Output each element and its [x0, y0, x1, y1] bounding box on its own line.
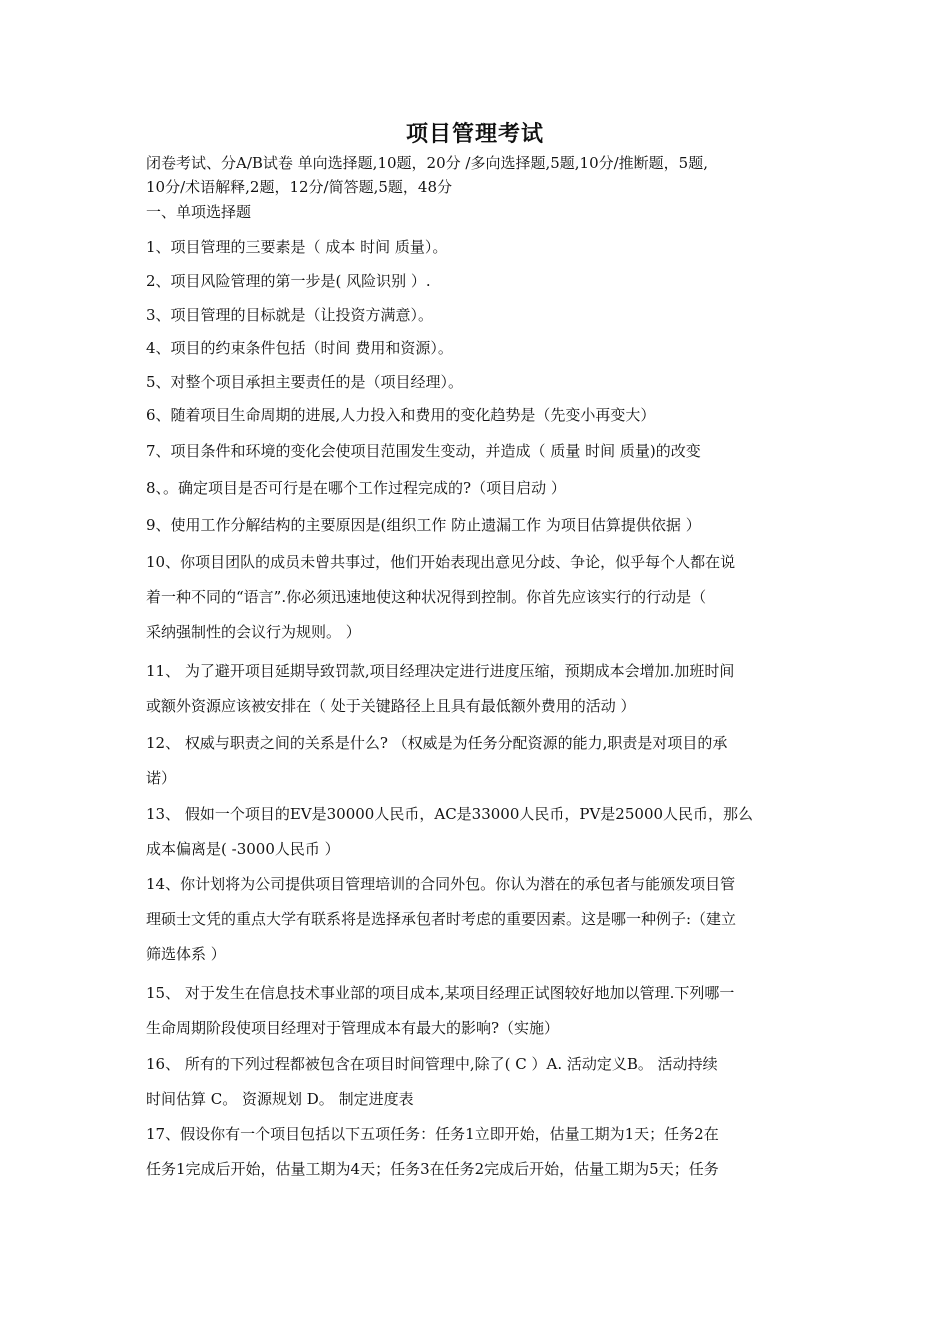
question-line: 成本偏离是( -3000人民币 ） — [146, 840, 340, 858]
section-heading: 一、单项选择题 — [146, 203, 252, 221]
question-line: 17、假设你有一个项目包括以下五项任务：任务1立即开始，估量工期为1天；任务2在 — [146, 1125, 719, 1143]
question-2 — [146, 269, 816, 293]
question-15 — [146, 981, 816, 1037]
question-13 — [146, 802, 816, 858]
question-9 — [146, 513, 816, 537]
intro-line: 10分/术语解释,2题，12分/简答题,5题，48分 — [146, 178, 452, 196]
question-1 — [146, 235, 816, 259]
question-line: 着一种不同的“语言”.你必须迅速地使这种状况得到控制。你首先应该实行的行动是（ — [146, 588, 707, 606]
question-7 — [146, 439, 816, 463]
question-line: 15、 对于发生在信息技术事业部的项目成本,某项目经理正试图较好地加以管理.下列哪一 — [146, 984, 735, 1002]
intro-line: 闭卷考试、分A/B试卷 单向选择题,10题，20分 /多向选择题,5题,10分/推断题，5题, — [146, 154, 708, 172]
question-line: 3、项目管理的目标就是（让投资方满意）。 — [146, 306, 434, 324]
question-4 — [146, 336, 816, 360]
question-line: 10、你项目团队的成员未曾共事过，他们开始表现出意见分歧、争论，似乎每个人都在说 — [146, 553, 736, 571]
question-line: 2、项目风险管理的第一步是( 风险识别 ）. — [146, 272, 431, 290]
question-line: 筛选体系 ） — [146, 945, 226, 963]
question-17 — [146, 1122, 816, 1178]
question-3 — [146, 303, 816, 327]
question-line: 5、对整个项目承担主要责任的是（项目经理）。 — [146, 373, 464, 391]
question-line: 4、项目的约束条件包括（时间 费用和资源）。 — [146, 339, 453, 357]
question-16 — [146, 1052, 816, 1108]
question-line: 7、项目条件和环境的变化会使项目范围发生变动，并造成（ 质量 时间 质量)的改变 — [146, 442, 701, 460]
document-title: 项目管理考试 — [405, 122, 544, 147]
question-line: 采纳强制性的会议行为规则。 ） — [146, 623, 361, 641]
question-6 — [146, 403, 816, 427]
question-line: 时间估算 C。 资源规划 D。 制定进度表 — [146, 1090, 414, 1108]
question-11 — [146, 659, 816, 715]
exam-format-description — [146, 151, 816, 199]
question-10 — [146, 550, 816, 641]
question-12 — [146, 731, 816, 787]
question-line: 11、 为了避开项目延期导致罚款,项目经理决定进行进度压缩，预期成本会增加.加班时间 — [146, 662, 735, 680]
question-line: 13、 假如一个项目的EV是30000人民币，AC是33000人民币，PV是25000人民币，那么 — [146, 805, 754, 823]
question-line: 8、。确定项目是否可行是在哪个工作过程完成的?（项目启动 ） — [146, 479, 566, 497]
question-line: 任务1完成后开始，估量工期为4天；任务3在任务2完成后开始，估量工期为5天；任务 — [146, 1160, 719, 1178]
question-line: 或额外资源应该被安排在（ 处于关键路径上且具有最低额外费用的活动 ） — [146, 697, 636, 715]
question-14 — [146, 872, 816, 963]
question-5 — [146, 370, 816, 394]
question-line: 6、随着项目生命周期的进展,人力投入和费用的变化趋势是（先变小再变大） — [146, 406, 656, 424]
question-8 — [146, 476, 816, 500]
question-line: 14、你计划将为公司提供项目管理培训的合同外包。你认为潜在的承包者与能颁发项目管 — [146, 875, 736, 893]
question-line: 9、使用工作分解结构的主要原因是(组织工作 防止遗漏工作 为项目估算提供依据 ） — [146, 516, 701, 534]
question-line: 理硕士文凭的重点大学有联系将是选择承包者时考虑的重要因素。这是哪一种例子:（建立 — [146, 910, 737, 928]
question-line: 12、 权威与职责之间的关系是什么? （权威是为任务分配资源的能力,职责是对项目的承 — [146, 734, 728, 752]
question-line: 1、项目管理的三要素是（ 成本 时间 质量）。 — [146, 238, 448, 256]
question-line: 生命周期阶段使项目经理对于管理成本有最大的影响?（实施） — [146, 1019, 560, 1037]
question-line: 诺） — [146, 769, 177, 787]
question-line: 16、 所有的下列过程都被包含在项目时间管理中,除了( C ）A. 活动定义B。 活动持续 — [146, 1055, 718, 1073]
